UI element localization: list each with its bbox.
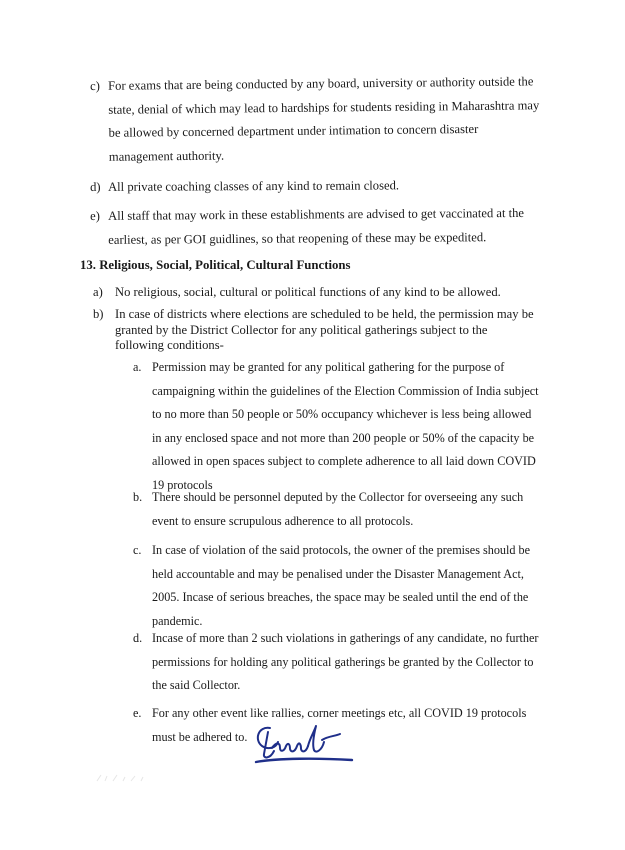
sub-marker: d. <box>133 631 143 645</box>
list-marker: c) <box>90 78 100 93</box>
sub-marker: b. <box>133 490 143 504</box>
handwritten-signature <box>248 718 360 766</box>
sub-item-d <box>133 627 543 698</box>
list-marker: a) <box>93 285 103 299</box>
list-item-a <box>93 283 539 301</box>
list-item-text: All staff that may work in these establishments are advised to get vaccinated at the earliest, as per GOI guidlines, so that reopening of these may be expedited. <box>108 205 525 247</box>
list-item-text: All private coaching classes of any kind to remain closed. <box>108 178 400 194</box>
sub-marker: e. <box>133 706 142 720</box>
sub-marker: a. <box>133 360 142 374</box>
sub-item-text: In case of violation of the said protocols, the owner of the premises should be held accountable and may be penalised under the Disaster Management Act, 2005. Incase of serious breaches, the space may be sealed until the end of the pandemic. <box>152 543 531 628</box>
sub-item-c <box>133 539 543 633</box>
sub-item-text: Incase of more than 2 such violations in gatherings of any candidate, no further permissions for holding any political gatherings be granted by the Collector to the said Collector. <box>152 631 539 693</box>
list-item-text: For exams that are being conducted by any board, university or authority outside the state, denial of which may lead to hardships for students residing in Maharashtra may be allowed by concerned department under intimation to concern disaster management authority. <box>108 74 540 164</box>
sub-item-text: Permission may be granted for any political gathering for the purpose of campaigning within the guidelines of the Election Commission of India subject to no more than 50 people or 50% occupancy whichever is less being allowed in any enclosed space and not more than 200 people or 50% of the capacity be allowed in open spaces subject to complete adherence to all laid down COVID 19 protocols <box>152 360 539 492</box>
list-item-b <box>93 307 539 354</box>
sub-item-b <box>133 486 543 533</box>
sub-item-a <box>133 356 543 498</box>
faint-bleed-mark <box>95 773 155 783</box>
list-marker: d) <box>90 179 101 194</box>
list-item-d <box>90 174 542 200</box>
list-item-c <box>90 70 543 169</box>
list-item-text: In case of districts where elections are scheduled to be held, the permission may be granted by the District Collector for any political gatherings subject to the following conditions- <box>115 307 534 352</box>
list-item-e <box>90 202 542 252</box>
sub-marker: c. <box>133 543 142 557</box>
sub-item-text: There should be personnel deputed by the Collector for overseeing any such event to ensure scrupulous adherence to all protocols. <box>152 490 524 528</box>
sub-item-text: For any other event like rallies, corner meetings etc, all COVID 19 protocols must be adhered to. <box>152 706 527 744</box>
list-item-text: No religious, social, cultural or political functions of any kind to be allowed. <box>115 285 501 299</box>
list-marker: e) <box>90 208 100 223</box>
section-heading: 13. Religious, Social, Political, Cultural Functions <box>80 258 351 272</box>
list-marker: b) <box>93 307 104 321</box>
